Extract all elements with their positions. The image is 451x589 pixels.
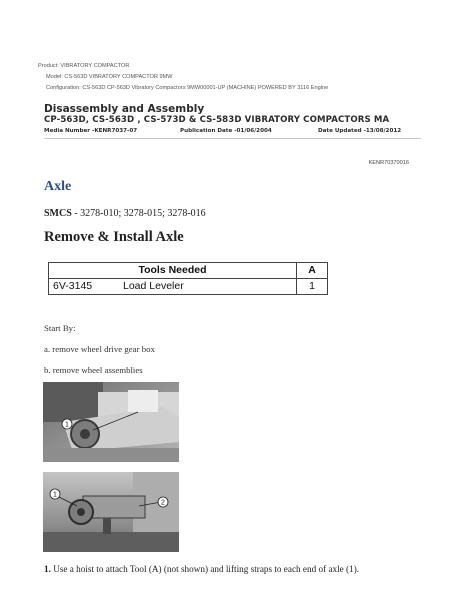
column-a-header: A [297,263,328,279]
start-by-label: Start By: [44,323,76,333]
callout-1: 1 [53,491,57,499]
model-line [46,75,173,81]
section-title: Disassembly and Assembly [44,103,205,115]
smcs-codes: - 3278-010; 3278-015; 3278-016 [71,208,206,219]
tools-table-header [49,263,328,279]
smcs-line [44,208,206,219]
models-line: CP-563D, CS-563D , CS-573D & CS-583D VIBRATORY COMPACTORS MA [44,115,390,125]
callout-2: 2 [161,499,165,507]
step-1 [44,564,359,574]
header-divider [44,138,421,139]
axle-photo-1 [43,382,179,462]
part-number: 6V-3145 [49,279,120,295]
procedure-title: Remove & Install Axle [44,229,184,245]
date-updated: Date Updated -13/08/2012 [318,128,402,134]
step-number: 1. [44,564,51,574]
publication-date: Publication Date -01/06/2004 [180,128,272,134]
smcs-label: SMCS [44,208,72,219]
step-text: Use a hoist to attach Tool (A) (not shown) and lifting straps to each end of axle (1). [50,564,360,574]
document-id: KENR70370016 [368,160,409,166]
start-by-item: a. remove wheel drive gear box [44,344,155,354]
tool-name: Load Leveler [119,279,297,295]
configuration-line [46,86,328,92]
axle-photo-2 [43,472,179,552]
product-label: Product: [38,63,59,69]
table-row [49,279,328,295]
tools-needed-header: Tools Needed [49,263,297,279]
configuration-label: Configuration: [46,85,81,91]
start-by-item: b. remove wheel assemblies [44,365,143,375]
product-line [38,64,129,70]
model-value: CS-563D VIBRATORY COMPACTOR 9MW [64,74,173,80]
callout-1: 1 [65,421,69,429]
media-number: Media Number -KENR7037-07 [44,128,138,134]
configuration-value: CS-563D CP-563D Vibratory Compactors 9MW00001-UP (MACHINE) POWERED BY 3116 Engine [82,85,329,91]
tools-table [48,262,328,295]
model-label: Model: [46,74,63,80]
article-title: Axle [44,179,72,194]
tool-quantity: 1 [297,279,328,295]
product-value: VIBRATORY COMPACTOR [60,63,130,69]
